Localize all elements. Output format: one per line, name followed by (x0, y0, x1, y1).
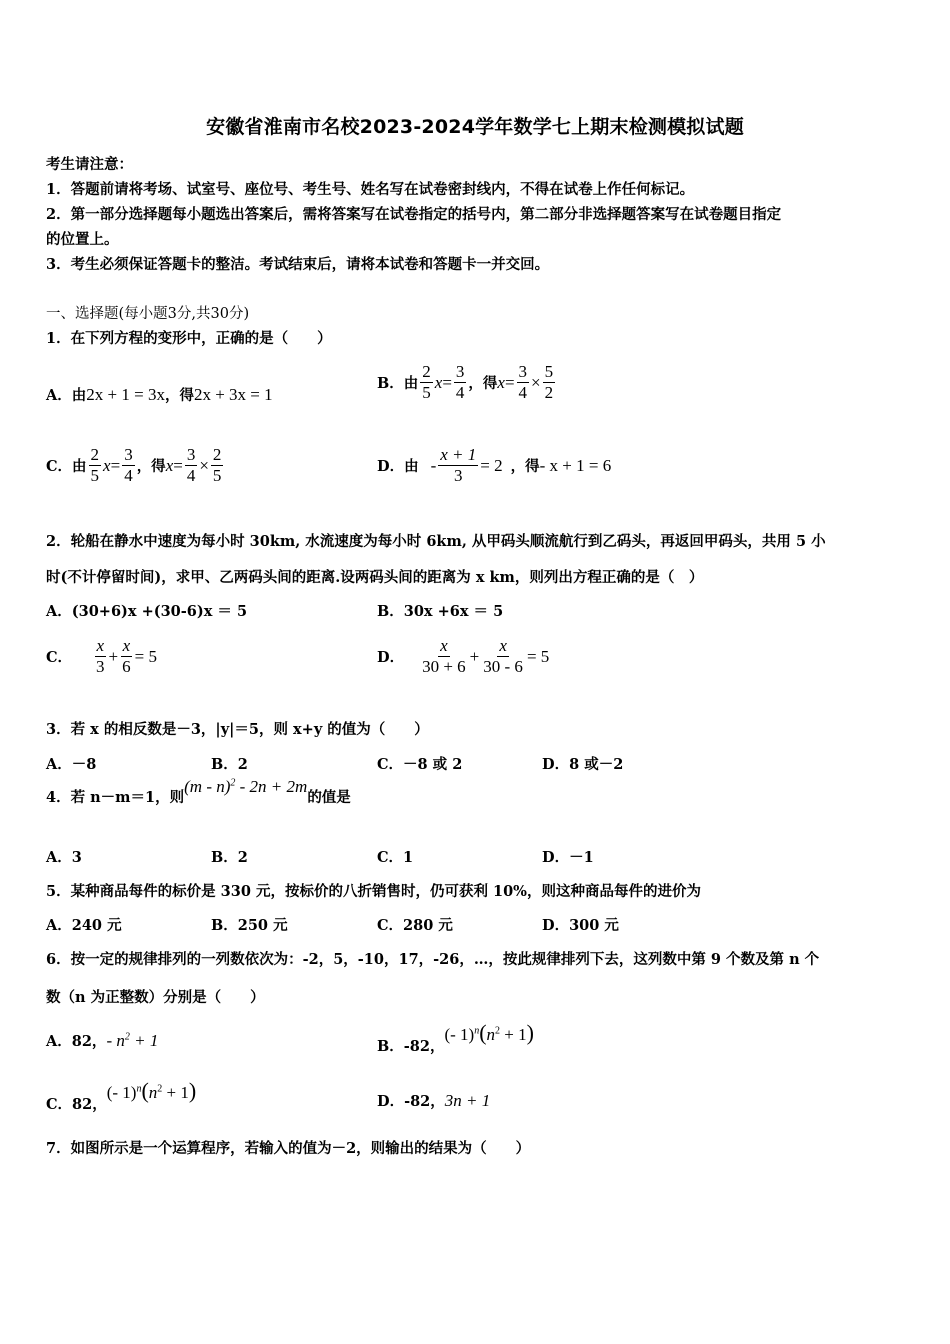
fraction: $\frac{x}{30 - 6}$ (483, 636, 523, 676)
question-4-stem (46, 776, 351, 807)
q5-option-b: B．250 元 (211, 917, 288, 934)
option-label: A．由 (46, 387, 87, 404)
fraction: $\frac{3}{4}$ (518, 362, 528, 402)
q2-option-d (377, 636, 549, 677)
option-label: B．-82， (377, 1037, 445, 1055)
q6-option-a (46, 1030, 158, 1051)
equation: 2x + 3x = 1 (193, 384, 273, 404)
notice-item-1: 1．答题前请将考场、试室号、座位号、考生号、姓名写在试卷密封线内，不得在试卷上作任何标记。 (46, 181, 695, 198)
expression: (- $1)^n(n^2 + 1)$ (444, 1020, 534, 1045)
equation-rhs: = 5 (526, 646, 550, 666)
q4-option-b: B．2 (211, 849, 248, 866)
q4-option-c: C．1 (377, 849, 414, 866)
option-label: D． (377, 649, 405, 666)
separator-text: ，得 (468, 375, 498, 392)
question-6-stem-cont: 数（n 为正整数）分别是（ ） (46, 989, 265, 1006)
equals-sign: = (504, 372, 515, 392)
equation-rhs: = 2 (480, 455, 503, 475)
q4-option-a: A．3 (46, 849, 82, 866)
q4-option-d: D．－1 (542, 849, 594, 866)
variable: x (165, 455, 174, 475)
fraction: $\frac{x}{6}$ (122, 636, 131, 676)
option-label: C．82， (46, 1095, 107, 1113)
question-2-stem: 2．轮船在静水中速度为每小时 30km, 水流速度为每小时 6km, 从甲码头顺流航行到乙码头，再返回甲码头，共用 5 小 (46, 533, 826, 550)
question-6-stem: 6．按一定的规律排列的一列数依次为：-2，5，-10，17，-26，…，按此规律排列下去，这列数中第 9 个数及第 n 个 (46, 951, 820, 968)
equals-sign: = (173, 455, 183, 475)
notice-item-3: 3．考生必须保证答题卡的整洁。考试结束后，请将本试卷和答题卡一并交回。 (46, 256, 550, 273)
fraction: $\frac{3}{4}$ (124, 445, 133, 485)
question-7-stem: 7．如图所示是一个运算程序，若输入的值为－2，则输出的结果为（ ） (46, 1140, 531, 1157)
fraction: $\frac{3}{4}$ (186, 445, 196, 485)
minus-sign: - (430, 455, 437, 475)
question-5-stem: 5．某种商品每件的标价是 330 元，按标价的八折销售时，仍可获利 10%，则这种商品每件的进价为 (46, 883, 701, 900)
q1-option-a (46, 384, 273, 405)
variable: x (497, 372, 505, 392)
stem-text: 4．若 n－m＝1，则 (46, 789, 185, 806)
option-label: D．由 (377, 458, 419, 475)
q2-option-c (46, 636, 157, 677)
q5-option-c: C．280 元 (377, 917, 453, 934)
q2-option-b: B．30x +6x ＝ 5 (377, 603, 504, 620)
plus-sign: + (469, 646, 480, 666)
fraction: $\frac{x + 1}{3}$ (440, 445, 477, 485)
q3-option-b: B．2 (211, 756, 248, 773)
fraction: $\frac{2}{5}$ (422, 362, 431, 402)
variable: x (434, 372, 443, 392)
equals-sign: = (110, 455, 121, 475)
notice-heading: 考生请注意： (46, 156, 133, 173)
plus-sign: + (108, 646, 119, 666)
expression: - $n^2 + 1$ (106, 1030, 159, 1050)
option-label: C．由 (46, 458, 87, 475)
times-sign: × (531, 372, 541, 392)
question-2-stem-cont: 时(不计停留时间)，求甲、乙两码头间的距离.设两码头间的距离为 x km，则列出方程正确的是（ ） (46, 569, 704, 586)
equation-rhs: = 5 (134, 646, 157, 666)
q1-option-c (46, 445, 225, 486)
section-heading: 一、选择题(每小题3分,共30分) (46, 306, 250, 322)
q2-option-a: A．(30+6)x +(30-6)x ＝ 5 (46, 603, 248, 620)
notice-item-2-cont: 的位置上。 (46, 231, 119, 248)
stem-text: 的值是 (307, 789, 351, 806)
fraction: $\frac{5}{2}$ (544, 362, 554, 402)
option-label: B．由 (377, 375, 419, 392)
expression: 3n + 1 (444, 1090, 491, 1110)
q5-option-d: D．300 元 (542, 917, 619, 934)
equation: 2x + 1 = 3x (86, 384, 165, 404)
q3-option-a: A．－8 (46, 756, 97, 773)
expression: (m - n)$^2$ - 2n + 2m (184, 776, 308, 796)
fraction: $\frac{2}{5}$ (212, 445, 222, 485)
option-label: C． (46, 649, 73, 666)
q6-option-b (377, 1020, 534, 1055)
q1-option-b (377, 362, 557, 403)
separator-text: ，得 (164, 387, 194, 404)
q5-option-a: A．240 元 (46, 917, 122, 934)
q3-option-d: D．8 或－2 (542, 756, 624, 773)
q1-option-d (377, 445, 611, 486)
fraction: $\frac{x}{30 + 6}$ (422, 636, 466, 676)
separator-text: ，得 (136, 458, 166, 475)
option-label: D．-82， (377, 1093, 445, 1110)
q3-option-c: C．－8 或 2 (377, 756, 463, 773)
equals-sign: = (442, 372, 452, 392)
fraction: $\frac{3}{4}$ (455, 362, 465, 402)
question-1-stem: 1．在下列方程的变形中，正确的是（ ） (46, 330, 332, 347)
fraction: $\frac{x}{3}$ (96, 636, 105, 676)
times-sign: × (199, 455, 209, 475)
notice-item-2: 2．第一部分选择题每小题选出答案后，需将答案写在试卷指定的括号内，第二部分非选择题答案写在试卷题目指定 (46, 206, 782, 223)
question-3-stem: 3．若 x 的相反数是－3，|y|＝5，则 x+y 的值为（ ） (46, 721, 429, 738)
fraction: $\frac{2}{5}$ (90, 445, 100, 485)
variable: x (103, 455, 111, 475)
option-label: A．82， (46, 1033, 107, 1050)
q6-option-d (377, 1090, 490, 1111)
page-title: 安徽省淮南市名校2023-2024学年数学七上期末检测模拟试题 (206, 116, 744, 138)
expression: (- $1)^n(n^2 + 1)$ (106, 1078, 197, 1103)
equation: - x + 1 = 6 (539, 455, 612, 475)
separator-text: ，得 (510, 458, 540, 475)
q6-option-c (46, 1078, 197, 1113)
